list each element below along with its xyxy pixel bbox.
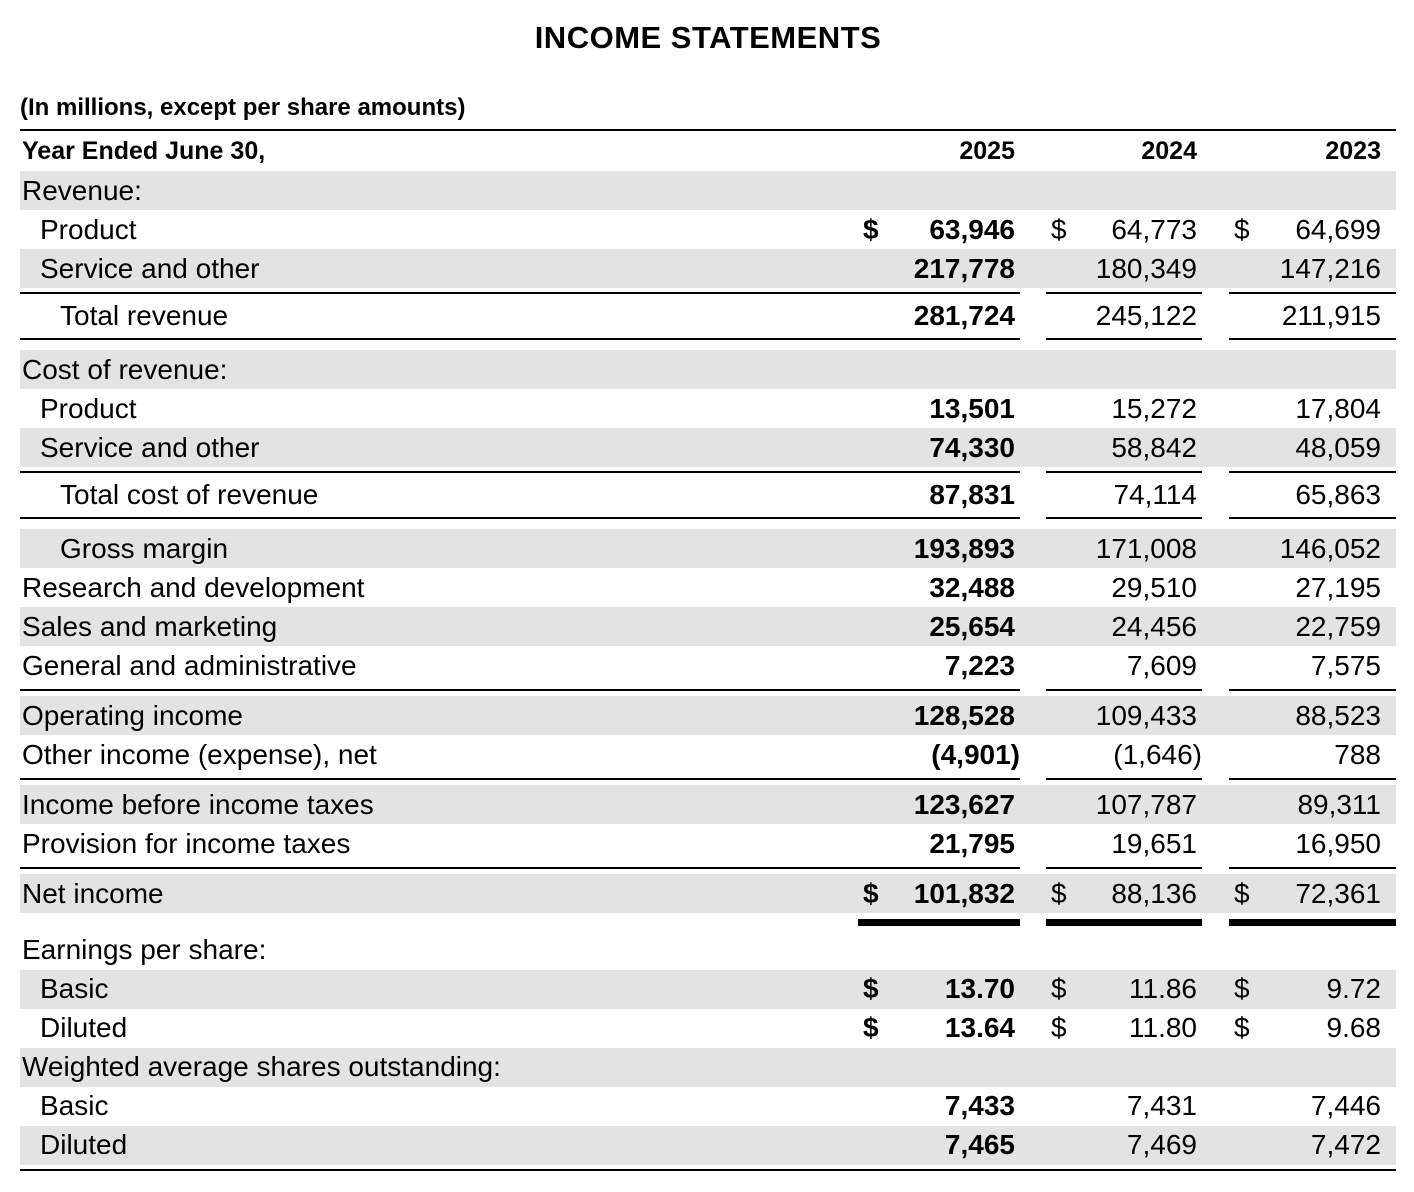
dollar-sign: $ — [863, 213, 879, 245]
dollar-sign — [1229, 249, 1263, 288]
value-2024 — [1080, 1048, 1202, 1087]
value-2025: 13.64 — [944, 1012, 1015, 1043]
column-gap — [1202, 568, 1229, 607]
dollar-sign — [858, 428, 892, 467]
table-header-row — [20, 131, 1396, 171]
column-gap — [1020, 529, 1046, 568]
dollar-sign — [858, 1087, 892, 1126]
column-gap — [1020, 646, 1046, 685]
dollar-sign — [1229, 1126, 1263, 1165]
row-label: Diluted — [40, 1012, 128, 1043]
value-2025: 123,627 — [913, 788, 1015, 820]
value-2025: 13,501 — [929, 392, 1015, 424]
column-gap — [1202, 389, 1229, 428]
dollar-sign: $ — [1234, 213, 1250, 245]
row-label: Revenue: — [22, 174, 142, 206]
dollar-sign — [1046, 293, 1080, 339]
column-gap — [1202, 472, 1229, 518]
table-row — [20, 785, 1396, 824]
column-gap — [1020, 249, 1046, 288]
table-row — [20, 824, 1396, 863]
value-2023: 17,804 — [1295, 392, 1381, 424]
value-2025: 63,946 — [929, 213, 1015, 245]
value-2025: 193,893 — [913, 532, 1015, 564]
dollar-sign — [1229, 293, 1263, 339]
dollar-sign — [1229, 350, 1263, 389]
value-2023: 22,759 — [1295, 610, 1381, 642]
dollar-sign: $ — [1051, 877, 1067, 909]
dollar-sign: $ — [1234, 877, 1250, 909]
column-gap — [1020, 389, 1046, 428]
value-2023: 146,052 — [1279, 532, 1381, 564]
table-row — [20, 472, 1396, 518]
dollar-sign: $ — [1234, 1012, 1250, 1043]
value-2023: 7,446 — [1310, 1090, 1381, 1121]
value-2025 — [892, 1048, 1020, 1087]
column-gap — [1202, 171, 1229, 210]
dollar-sign — [1229, 735, 1263, 774]
dollar-sign — [858, 171, 892, 210]
dollar-sign — [858, 389, 892, 428]
table-row — [20, 1126, 1396, 1165]
dollar-sign — [858, 293, 892, 339]
table-row — [20, 970, 1396, 1009]
value-2024: (1,646) — [1113, 738, 1202, 770]
table-row — [20, 428, 1396, 467]
row-label: Earnings per share: — [22, 934, 267, 965]
table-row — [20, 293, 1396, 339]
value-2024: 15,272 — [1111, 392, 1197, 424]
dollar-sign — [1046, 931, 1080, 970]
dollar-sign — [1229, 568, 1263, 607]
dollar-sign — [858, 529, 892, 568]
dollar-sign — [1046, 646, 1080, 685]
value-2024: 7,431 — [1126, 1090, 1197, 1121]
income-statement-table — [20, 131, 1396, 1171]
value-2025: 7,223 — [944, 649, 1015, 681]
column-gap — [1202, 529, 1229, 568]
table-row — [20, 249, 1396, 288]
column-gap — [1202, 970, 1229, 1009]
table-row — [20, 1009, 1396, 1048]
row-label: General and administrative — [22, 649, 357, 681]
dollar-sign — [858, 735, 892, 774]
value-2023: 48,059 — [1295, 431, 1381, 463]
section-header-row — [20, 931, 1396, 970]
value-2024 — [1080, 350, 1202, 389]
column-gap — [1020, 350, 1046, 389]
column-gap — [1020, 1087, 1046, 1126]
value-2024: 19,651 — [1111, 827, 1197, 859]
dollar-sign: $ — [863, 973, 879, 1004]
value-2025: 7,433 — [944, 1090, 1015, 1121]
spacer-row — [20, 519, 1396, 529]
column-gap — [1202, 350, 1229, 389]
table-row — [20, 529, 1396, 568]
value-2023: 9.68 — [1326, 1012, 1381, 1043]
row-label: Gross margin — [60, 532, 229, 564]
table-row — [20, 696, 1396, 735]
dollar-sign — [1046, 472, 1080, 518]
column-gap — [1020, 931, 1046, 970]
row-label: Basic — [40, 973, 109, 1004]
spacer-cell — [20, 923, 1396, 931]
column-gap — [1020, 824, 1046, 863]
value-2024: 58,842 — [1111, 431, 1197, 463]
column-gap — [1202, 1048, 1229, 1087]
row-label: Total cost of revenue — [60, 479, 319, 510]
section-header-row — [20, 171, 1396, 210]
dollar-sign — [1046, 1126, 1080, 1165]
column-gap — [1202, 874, 1229, 913]
column-gap — [1202, 210, 1229, 249]
dollar-sign — [1229, 785, 1263, 824]
dollar-sign — [1046, 1048, 1080, 1087]
dollar-sign — [858, 568, 892, 607]
dollar-sign — [858, 1048, 892, 1087]
dollar-sign — [858, 472, 892, 518]
row-label: Diluted — [40, 1129, 128, 1160]
dollar-sign: $ — [1234, 973, 1250, 1004]
dollar-sign — [1229, 529, 1263, 568]
table-row — [20, 568, 1396, 607]
dollar-sign — [1046, 696, 1080, 735]
dollar-sign — [1229, 1087, 1263, 1126]
rule-segment — [20, 1170, 1396, 1171]
column-gap — [1202, 293, 1229, 339]
value-2025: 128,528 — [913, 699, 1015, 731]
table-row — [20, 874, 1396, 913]
column-gap — [1202, 931, 1229, 970]
dollar-sign — [1046, 568, 1080, 607]
row-label: Service and other — [40, 252, 260, 284]
value-2023: 16,950 — [1295, 827, 1381, 859]
table-row — [20, 735, 1396, 774]
value-2023: 65,863 — [1295, 479, 1381, 510]
section-header-row — [20, 1048, 1396, 1087]
row-label: Cost of revenue: — [22, 353, 228, 385]
dollar-sign — [858, 931, 892, 970]
column-gap — [1020, 874, 1046, 913]
dollar-sign: $ — [1051, 973, 1067, 1004]
section-header-row — [20, 350, 1396, 389]
column-gap — [1020, 735, 1046, 774]
row-label: Research and development — [22, 571, 365, 603]
spacer-row — [20, 923, 1396, 931]
column-gap — [1202, 696, 1229, 735]
value-2025: 101,832 — [913, 877, 1015, 909]
value-2025: 13.70 — [944, 973, 1015, 1004]
column-gap — [1202, 646, 1229, 685]
table-row — [20, 210, 1396, 249]
value-2024: 107,787 — [1095, 788, 1197, 820]
units-note: (In millions, except per share amounts) — [20, 94, 466, 121]
value-2025: 281,724 — [913, 300, 1015, 331]
dollar-sign — [1229, 607, 1263, 646]
column-gap — [1020, 696, 1046, 735]
value-2023: 9.72 — [1326, 973, 1381, 1004]
column-gap — [1020, 1009, 1046, 1048]
dollar-sign — [1229, 646, 1263, 685]
row-label: Product — [40, 213, 137, 245]
row-label: Weighted average shares outstanding: — [22, 1051, 501, 1082]
dollar-sign: $ — [863, 877, 879, 909]
value-2024: 24,456 — [1111, 610, 1197, 642]
value-2025: 21,795 — [929, 827, 1015, 859]
value-2024: 29,510 — [1111, 571, 1197, 603]
value-2023 — [1263, 931, 1396, 970]
row-label: Basic — [40, 1090, 109, 1121]
column-gap — [1202, 249, 1229, 288]
row-label: Sales and marketing — [22, 610, 278, 642]
dollar-sign — [1046, 428, 1080, 467]
dollar-sign — [1229, 824, 1263, 863]
dollar-sign — [1046, 1087, 1080, 1126]
value-2023 — [1263, 350, 1396, 389]
value-2024: 11.86 — [1129, 973, 1197, 1004]
value-2023: 7,472 — [1310, 1129, 1381, 1160]
value-2024: 7,469 — [1126, 1129, 1197, 1160]
column-gap — [1020, 131, 1046, 171]
dollar-sign — [1229, 171, 1263, 210]
value-2024 — [1080, 171, 1202, 210]
row-label: Net income — [22, 877, 164, 909]
value-2025: 32,488 — [929, 571, 1015, 603]
column-gap — [1020, 293, 1046, 339]
table-row — [20, 646, 1396, 685]
value-2024: 64,773 — [1111, 213, 1197, 245]
column-gap — [1020, 1048, 1046, 1087]
value-2024: 180,349 — [1095, 252, 1197, 284]
header-year-2023: 2023 — [1325, 136, 1381, 165]
value-2025 — [892, 171, 1020, 210]
dollar-sign — [1046, 735, 1080, 774]
dollar-sign — [1046, 529, 1080, 568]
dollar-sign — [1046, 171, 1080, 210]
dollar-sign — [1229, 931, 1263, 970]
header-label: Year Ended June 30, — [22, 136, 266, 165]
column-gap — [1020, 171, 1046, 210]
dollar-sign — [858, 1126, 892, 1165]
row-label: Total revenue — [60, 300, 229, 331]
dollar-sign — [858, 607, 892, 646]
value-2024: 245,122 — [1095, 300, 1197, 331]
dollar-sign: $ — [1051, 1012, 1067, 1043]
row-label: Income before income taxes — [22, 788, 374, 820]
dollar-sign — [1046, 824, 1080, 863]
dollar-sign — [1229, 696, 1263, 735]
value-2023: 7,575 — [1310, 649, 1381, 681]
dollar-sign — [1229, 1048, 1263, 1087]
header-dollar-spacer — [1046, 131, 1080, 171]
value-2025 — [892, 931, 1020, 970]
page-title: INCOME STATEMENTS — [534, 20, 882, 55]
column-gap — [1202, 824, 1229, 863]
dollar-sign — [1229, 472, 1263, 518]
dollar-sign — [1046, 389, 1080, 428]
table-row — [20, 1087, 1396, 1126]
column-gap — [1202, 1087, 1229, 1126]
column-gap — [1020, 785, 1046, 824]
dollar-sign — [1229, 428, 1263, 467]
table-row — [20, 389, 1396, 428]
header-year-2024: 2024 — [1141, 136, 1197, 165]
value-2024: 7,609 — [1126, 649, 1197, 681]
value-2024: 11.80 — [1129, 1012, 1197, 1043]
dollar-sign — [858, 646, 892, 685]
column-gap — [1202, 428, 1229, 467]
header-dollar-spacer — [1229, 131, 1263, 171]
value-2025: (4,901) — [931, 738, 1020, 770]
row-label: Provision for income taxes — [22, 827, 351, 859]
column-gap — [1020, 970, 1046, 1009]
value-2024: 88,136 — [1111, 877, 1197, 909]
column-gap — [1202, 131, 1229, 171]
dollar-sign — [858, 249, 892, 288]
spacer-row — [20, 340, 1396, 350]
value-2025: 87,831 — [929, 479, 1015, 510]
row-label: Other income (expense), net — [22, 738, 377, 770]
value-2024: 171,008 — [1095, 532, 1197, 564]
dollar-sign — [1046, 785, 1080, 824]
header-year-2025: 2025 — [959, 136, 1015, 165]
value-2024: 109,433 — [1095, 699, 1197, 731]
column-gap — [1020, 428, 1046, 467]
column-gap — [1202, 1009, 1229, 1048]
column-gap — [1020, 472, 1046, 518]
table-bottom-rule — [20, 1170, 1396, 1171]
value-2025: 25,654 — [929, 610, 1015, 642]
dollar-sign — [1229, 389, 1263, 428]
value-2025 — [892, 350, 1020, 389]
column-gap — [1020, 607, 1046, 646]
value-2023: 211,915 — [1281, 300, 1381, 331]
value-2023: 88,523 — [1295, 699, 1381, 731]
row-label: Service and other — [40, 431, 260, 463]
value-2023 — [1263, 1048, 1396, 1087]
dollar-sign — [858, 696, 892, 735]
dollar-sign — [858, 824, 892, 863]
dollar-sign — [1046, 350, 1080, 389]
dollar-sign — [1046, 607, 1080, 646]
value-2023 — [1263, 171, 1396, 210]
column-gap — [1202, 607, 1229, 646]
value-2023: 72,361 — [1295, 877, 1381, 909]
spacer-cell — [20, 340, 1396, 350]
dollar-sign: $ — [863, 1012, 879, 1043]
dollar-sign — [858, 350, 892, 389]
dollar-sign: $ — [1051, 213, 1067, 245]
value-2023: 64,699 — [1295, 213, 1381, 245]
value-2024: 74,114 — [1113, 479, 1197, 510]
value-2023: 27,195 — [1295, 571, 1381, 603]
table-row — [20, 607, 1396, 646]
value-2024 — [1080, 931, 1202, 970]
value-2023: 147,216 — [1279, 252, 1381, 284]
column-gap — [1020, 210, 1046, 249]
column-gap — [1020, 568, 1046, 607]
header-dollar-spacer — [858, 131, 892, 171]
dollar-sign — [1046, 249, 1080, 288]
value-2025: 74,330 — [929, 431, 1015, 463]
value-2023: 89,311 — [1297, 788, 1381, 820]
row-label: Product — [40, 392, 137, 424]
value-2025: 7,465 — [944, 1129, 1015, 1160]
value-2023: 788 — [1334, 738, 1381, 770]
row-label: Operating income — [22, 699, 244, 731]
column-gap — [1202, 1126, 1229, 1165]
spacer-cell — [20, 519, 1396, 529]
value-2025: 217,778 — [913, 252, 1015, 284]
column-gap — [1202, 735, 1229, 774]
dollar-sign — [858, 785, 892, 824]
column-gap — [1202, 785, 1229, 824]
column-gap — [1020, 1126, 1046, 1165]
